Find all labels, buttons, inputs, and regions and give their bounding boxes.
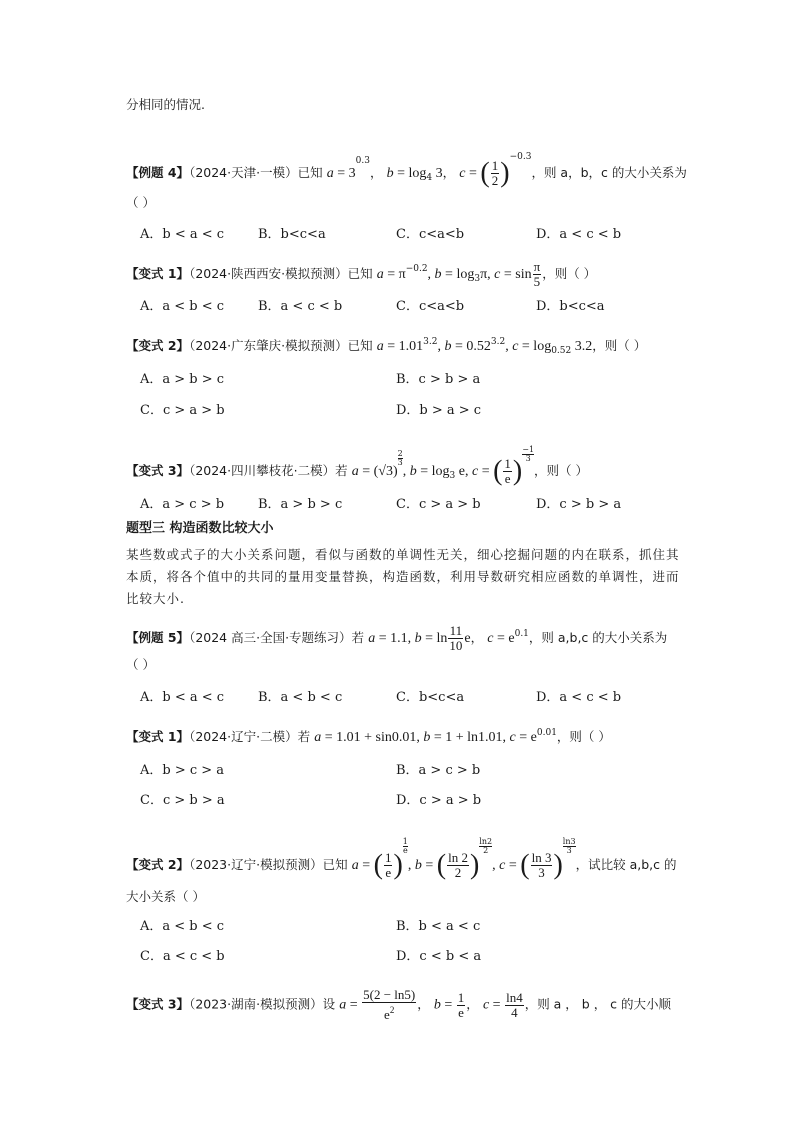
problem-source: （2024·广东肇庆·模拟预测）已知: [189, 338, 373, 353]
problem-variant-1a: 【变式 1】（2024·陕西西安·模拟预测）已知 a = π−0.2, $b = \log_3\pi$, c = sin $\frac{\pi}{5}$ ，则（ ）: [126, 259, 597, 289]
problem-tag: 【例题 5】: [126, 630, 190, 645]
problem-tail: ，则（ ）: [556, 729, 611, 744]
problem-variant-2a: 【变式 2】（2024·广东肇庆·模拟预测）已知 $a = 1.01^{3.2}$, $b = 0.52^{3.2}$, $c = \log_{0.52} 3.2$，则（ ）: [126, 337, 647, 356]
option-b[interactable]: B．a > c > b: [396, 763, 481, 778]
problem-tail: ，则（ ）: [534, 463, 589, 478]
option-b[interactable]: B．b < a < c: [396, 919, 481, 934]
problem-tag: 【变式 3】: [126, 996, 190, 1012]
problem-tag: 【例题 4】: [126, 165, 190, 180]
option-b[interactable]: B．a < c < b: [258, 299, 343, 314]
answer-blank: （ ）: [126, 195, 155, 210]
option-c[interactable]: C．a < c < b: [140, 949, 225, 964]
problem-tag: 【变式 2】: [126, 338, 190, 353]
problem-source: （2024 高三·全国·专题练习）若: [189, 630, 365, 645]
answer-blank: （ ）: [126, 657, 155, 672]
problem-tail: ，则 a ， b ， c 的大小顺: [524, 996, 672, 1012]
problem-tag: 【变式 2】: [126, 857, 190, 872]
problem-tag: 【变式 1】: [126, 266, 190, 281]
option-a[interactable]: A．a > b > c: [140, 372, 225, 387]
problem-source: （2024·辽宁·二模）若: [189, 729, 311, 744]
problem-continuation: 大小关系（ ）: [126, 889, 205, 904]
intro-line: 分相同的情况.: [126, 97, 205, 112]
option-d[interactable]: D．b > a > c: [396, 403, 482, 418]
problem-variant-3b: 【变式 3】（2023·湖南·模拟预测）设 a = $\frac{5(2 - \ln 5)}{e^2}$ ， b = $\frac{1}{e}$ ， c = $\frac{\ln 4}{4}$ ，则 a ， b ， c 的大小顺: [126, 987, 672, 1022]
problem-source: （2024·天津·一模）已知: [189, 165, 323, 180]
problem-tail: ，试比较 a,b,c 的: [575, 857, 677, 872]
option-c[interactable]: C．c > a > b: [140, 403, 225, 418]
section-title: 题型三 构造函数比较大小: [126, 521, 274, 536]
option-b[interactable]: B．b<c<a: [258, 227, 326, 242]
problem-variant-1b: 【变式 1】（2024·辽宁·二模）若 a = 1.01 + sin0.01, b = 1 + ln1.01, $c = e^{0.01}$，则（ ）: [126, 728, 611, 745]
option-a[interactable]: A．a < b < c: [140, 299, 225, 314]
option-c[interactable]: C．c<a<b: [396, 227, 465, 242]
problem-source: （2024·四川攀枝花·二模）若: [189, 463, 348, 478]
option-c[interactable]: C．b<c<a: [396, 690, 465, 705]
option-a[interactable]: A．a < b < c: [140, 919, 225, 934]
section-paragraph: 某些数或式子的大小关系问题，看似与函数的单调性无关，细心挖掘问题的内在联系，抓住其本质，将各个值中的共同的量用变量替换，构造函数，利用导数研究相应函数的单调性，进而比较大小.: [126, 547, 680, 606]
problem-example-4: 【例题 4】（2024·天津·一模）已知 a = 30.3， $b = \log_4 3$， c = ( $\frac{1}{2}$ )−0.3，则 a，b，c 的大小关系为: [126, 152, 687, 189]
option-b[interactable]: B．a < b < c: [258, 690, 343, 705]
problem-source: （2023·湖南·模拟预测）设: [189, 996, 336, 1012]
option-d[interactable]: D．b<c<a: [536, 299, 605, 314]
problem-tag: 【变式 3】: [126, 463, 190, 478]
problem-variant-2b: 【变式 2】（2023·辽宁·模拟预测）已知 a = ( $\frac{1}{e}$ ) $\frac{1}{e}$ , b = ( $\frac{\ln 2}{2}$ ) $\frac{\ln 2}{2}$ , c = ( $\frac{\ln 3}{3}$ ) $\frac{\ln 3}{3}$ ，试比较 a,b,c 的: [126, 837, 677, 881]
option-c[interactable]: C．c > b > a: [140, 793, 225, 808]
option-a[interactable]: A．b > c > a: [140, 763, 225, 778]
problem-example-5: 【例题 5】（2024 高三·全国·专题练习）若 a = 1.1, b = ln $\frac{11}{10}$ e， $c = e^{0.1}$，则 a,b,c 的大小关系为: [126, 623, 668, 653]
option-b[interactable]: B．a > b > c: [258, 497, 343, 512]
problem-source: （2024·陕西西安·模拟预测）已知: [189, 266, 373, 281]
option-d[interactable]: D．a < c < b: [536, 227, 622, 242]
option-a[interactable]: A．b < a < c: [140, 690, 225, 705]
problem-tail: ，则 a,b,c 的大小关系为: [528, 630, 668, 645]
option-a[interactable]: A．a > c > b: [140, 497, 225, 512]
option-d[interactable]: D．c > a > b: [396, 793, 482, 808]
option-b[interactable]: B．c > b > a: [396, 372, 481, 387]
problem-source: （2023·辽宁·模拟预测）已知: [189, 857, 348, 872]
option-d[interactable]: D．c < b < a: [396, 949, 482, 964]
option-c[interactable]: C．c > a > b: [396, 497, 481, 512]
problem-tag: 【变式 1】: [126, 729, 190, 744]
option-d[interactable]: D．a < c < b: [536, 690, 622, 705]
problem-variant-3a: 【变式 3】（2024·四川攀枝花·二模）若 a = (√3) $\frac{2}{3}$ , $b = \log_3 e$, c = ( $\frac{1}{e}$ ) $\frac{-1}{3}$ ，则（ ）: [126, 445, 589, 487]
option-d[interactable]: D．c > b > a: [536, 497, 622, 512]
option-c[interactable]: C．c<a<b: [396, 299, 465, 314]
problem-tail: ，则 a，b，c 的大小关系为: [531, 165, 687, 180]
problem-tail: ，则（ ）: [542, 266, 597, 281]
problem-tail: ，则（ ）: [592, 338, 647, 353]
option-a[interactable]: A．b < a < c: [140, 227, 225, 242]
